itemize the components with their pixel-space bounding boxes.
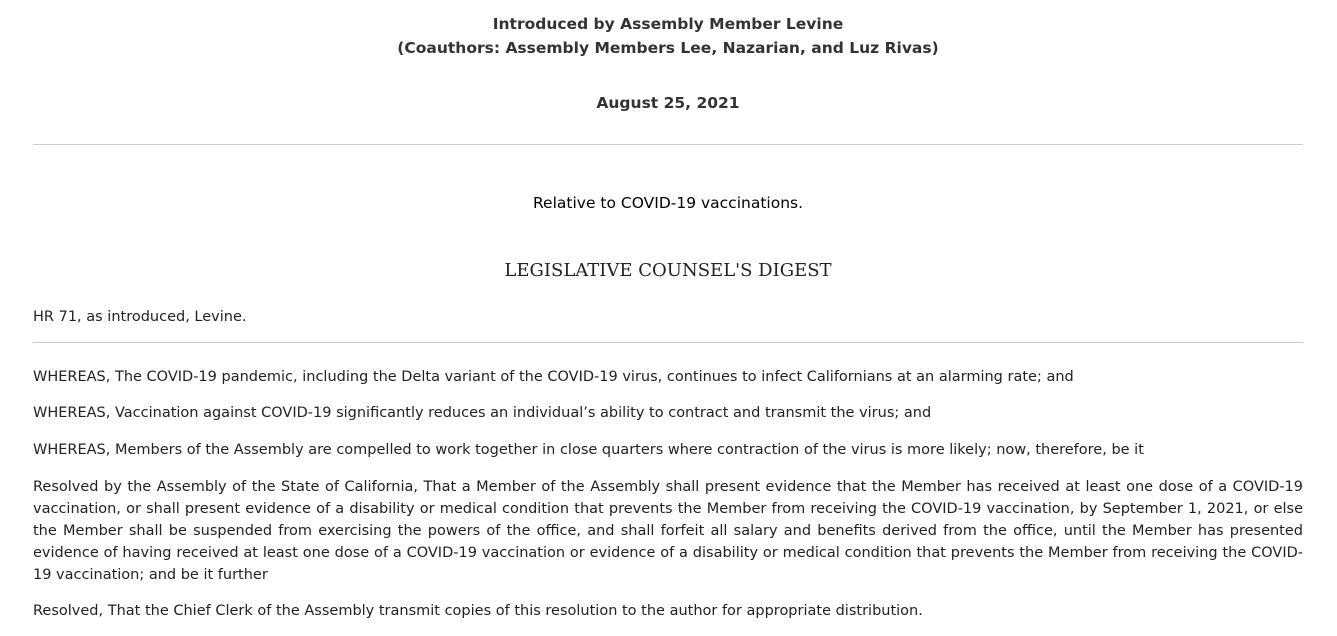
header-divider bbox=[33, 144, 1303, 145]
bill-identifier: HR 71, as introduced, Levine. bbox=[33, 309, 247, 325]
resolved-clause-2: Resolved, That the Chief Clerk of the Assembly transmit copies of this resolution to the author for appropriate distribution. bbox=[33, 603, 923, 619]
whereas-clause-2: WHEREAS, Vaccination against COVID-19 significantly reduces an individual’s ability to contract and transmit the virus; and bbox=[33, 405, 932, 421]
whereas-clause-3: WHEREAS, Members of the Assembly are compelled to work together in close quarters where contraction of the virus is more likely; now, therefore, be it bbox=[33, 442, 1144, 458]
digest-title: LEGISLATIVE COUNSEL'S DIGEST bbox=[504, 260, 832, 281]
introduced-by: Introduced by Assembly Member Levine bbox=[492, 15, 844, 33]
bill-date: August 25, 2021 bbox=[596, 94, 740, 112]
digest-divider bbox=[33, 342, 1303, 343]
bill-subject: Relative to COVID-19 vaccinations. bbox=[532, 194, 804, 212]
whereas-clause-1: WHEREAS, The COVID-19 pandemic, including the Delta variant of the COVID-19 virus, continues to infect Californians at an alarming rate; and bbox=[33, 369, 1074, 385]
resolved-clause-1: Resolved by the Assembly of the State of California, That a Member of the Assembly shall present evidence that the Member has received at least one dose of a COVID-19 vaccination, or shall present evidence of a disability or medical condition that prevents the Member from receiving the COVID-19 vaccination, by September 1, 2021, or else the Member shall be suspended from exercising the powers of the office, and shall forfeit all salary and benefits derived from the office, until the Member has presented evidence of having received at least one dose of a COVID-19 vaccination or evidence of a disability or medical condition that prevents the Member from receiving the COVID-19 vaccination; and be it further bbox=[33, 479, 1303, 583]
coauthors: (Coauthors: Assembly Members Lee, Nazarian, and Luz Rivas) bbox=[397, 39, 939, 57]
